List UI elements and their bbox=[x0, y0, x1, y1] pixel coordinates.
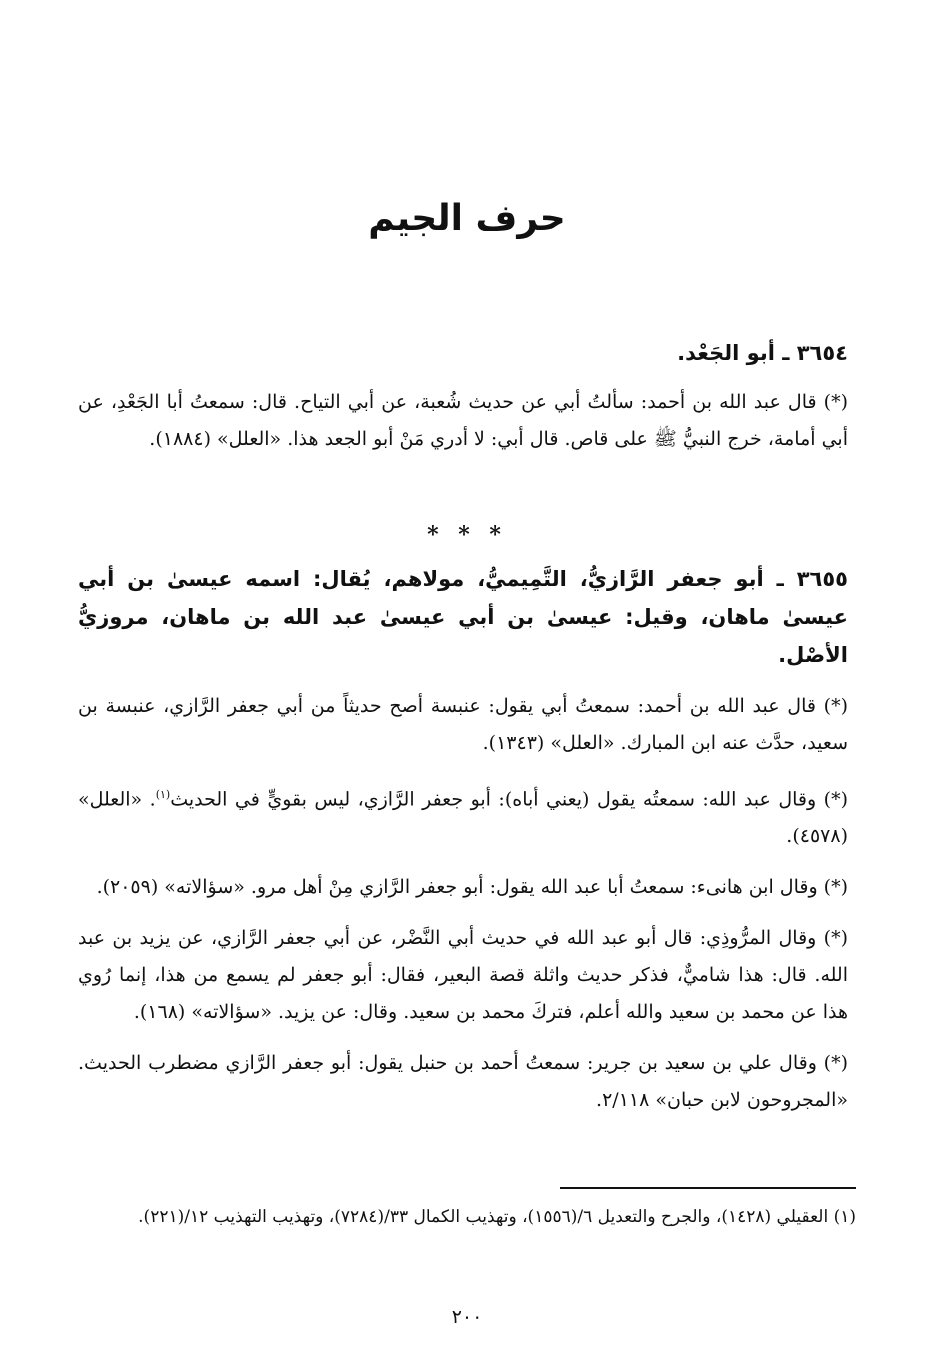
entry-paragraph: (*) قال عبد الله بن أحمد: سمعتُ أبي يقول: عنبسة أصح حديثاً من أبي جعفر الرَّازي، عنبسة بن سعيد، حدَّث عنه ابن المبارك. «العلل» (١٣٤٣). bbox=[78, 695, 848, 754]
entry-paragraph: (*) وقال ابن هانىء: سمعتُ أبا عبد الله يقول: أبو جعفر الرَّازي مِنْ أهل مرو. «سؤالاته» (٢٠٥٩). bbox=[96, 876, 848, 899]
footnote-divider bbox=[560, 1187, 856, 1189]
chapter-title: حرف الجيم bbox=[368, 198, 566, 239]
footnote-reference: (١) bbox=[155, 788, 171, 801]
entry-3654 bbox=[78, 334, 848, 458]
entry-paragraph: (*) قال عبد الله بن أحمد: سألتُ أبي عن حديث شُعبة، عن أبي التياح. قال: سمعتُ أبا الجَعْدِ، عن أبي أمامة، خرج النبيُّ ﷺ على قاص. قال أبي: لا أدري مَنْ أبو الجعد هذا. «العلل» (١٨٨٤). bbox=[78, 391, 848, 450]
section-separator: * * * bbox=[427, 522, 507, 548]
entry-heading: ٣٦٥٥ ـ أبو جعفر الرَّازيُّ، التَّمِيميُّ، مولاهم، يُقال: اسمه عيسىٰ بن أبي عيسىٰ ماهان، وقيل: عيسىٰ بن أبي عيسىٰ عبد الله بن ماهان، مروزيُّ الأصْل. bbox=[78, 567, 848, 667]
entry-heading: ٣٦٥٤ ـ أبو الجَعْد. bbox=[677, 341, 848, 365]
paragraph-text-continued: . «العلل» (٤٥٧٨). bbox=[78, 788, 848, 848]
entry-paragraph: (*) وقال علي بن سعيد بن جرير: سمعتُ أحمد بن حنبل يقول: أبو جعفر الرَّازي مضطرب الحديث. «المجروحون لابن حبان» ٢/١١٨. bbox=[78, 1052, 848, 1112]
entry-paragraph: (*) وقال المرُّوذِي: قال أبو عبد الله في حديث أبي النَّضْر، عن أبي جعفر الرَّازي، عن يزيد بن عبد الله. قال: هذا شاميٌّ، فذكر حديث واثلة قصة البعير، فقال: أبو جعفر لم يسمع من هذا، إنما رُوي هذا عن محمد بن سعيد والله أعلم، فتركَ محمد بن سعيد. وقال: عن يزيد. «سؤالاته» (١٦٨). bbox=[78, 927, 848, 1024]
entry-3655 bbox=[78, 560, 848, 1119]
paragraph-text: (*) وقال عبد الله: سمعتُه يقول (يعني أباه): أبو جعفر الرَّازي، ليس بقويٍّ في الحديث bbox=[170, 788, 848, 811]
entry-paragraph bbox=[78, 776, 848, 855]
page-number: ٢٠٠ bbox=[451, 1306, 483, 1328]
footnote: (١) العقيلي (١٤٢٨)، والجرح والتعديل ٦/(١٥٥٦)، وتهذيب الكمال ٣٣/(٧٢٨٤)، وتهذيب التهذيب ١٢/(٢٢١). bbox=[138, 1207, 856, 1227]
